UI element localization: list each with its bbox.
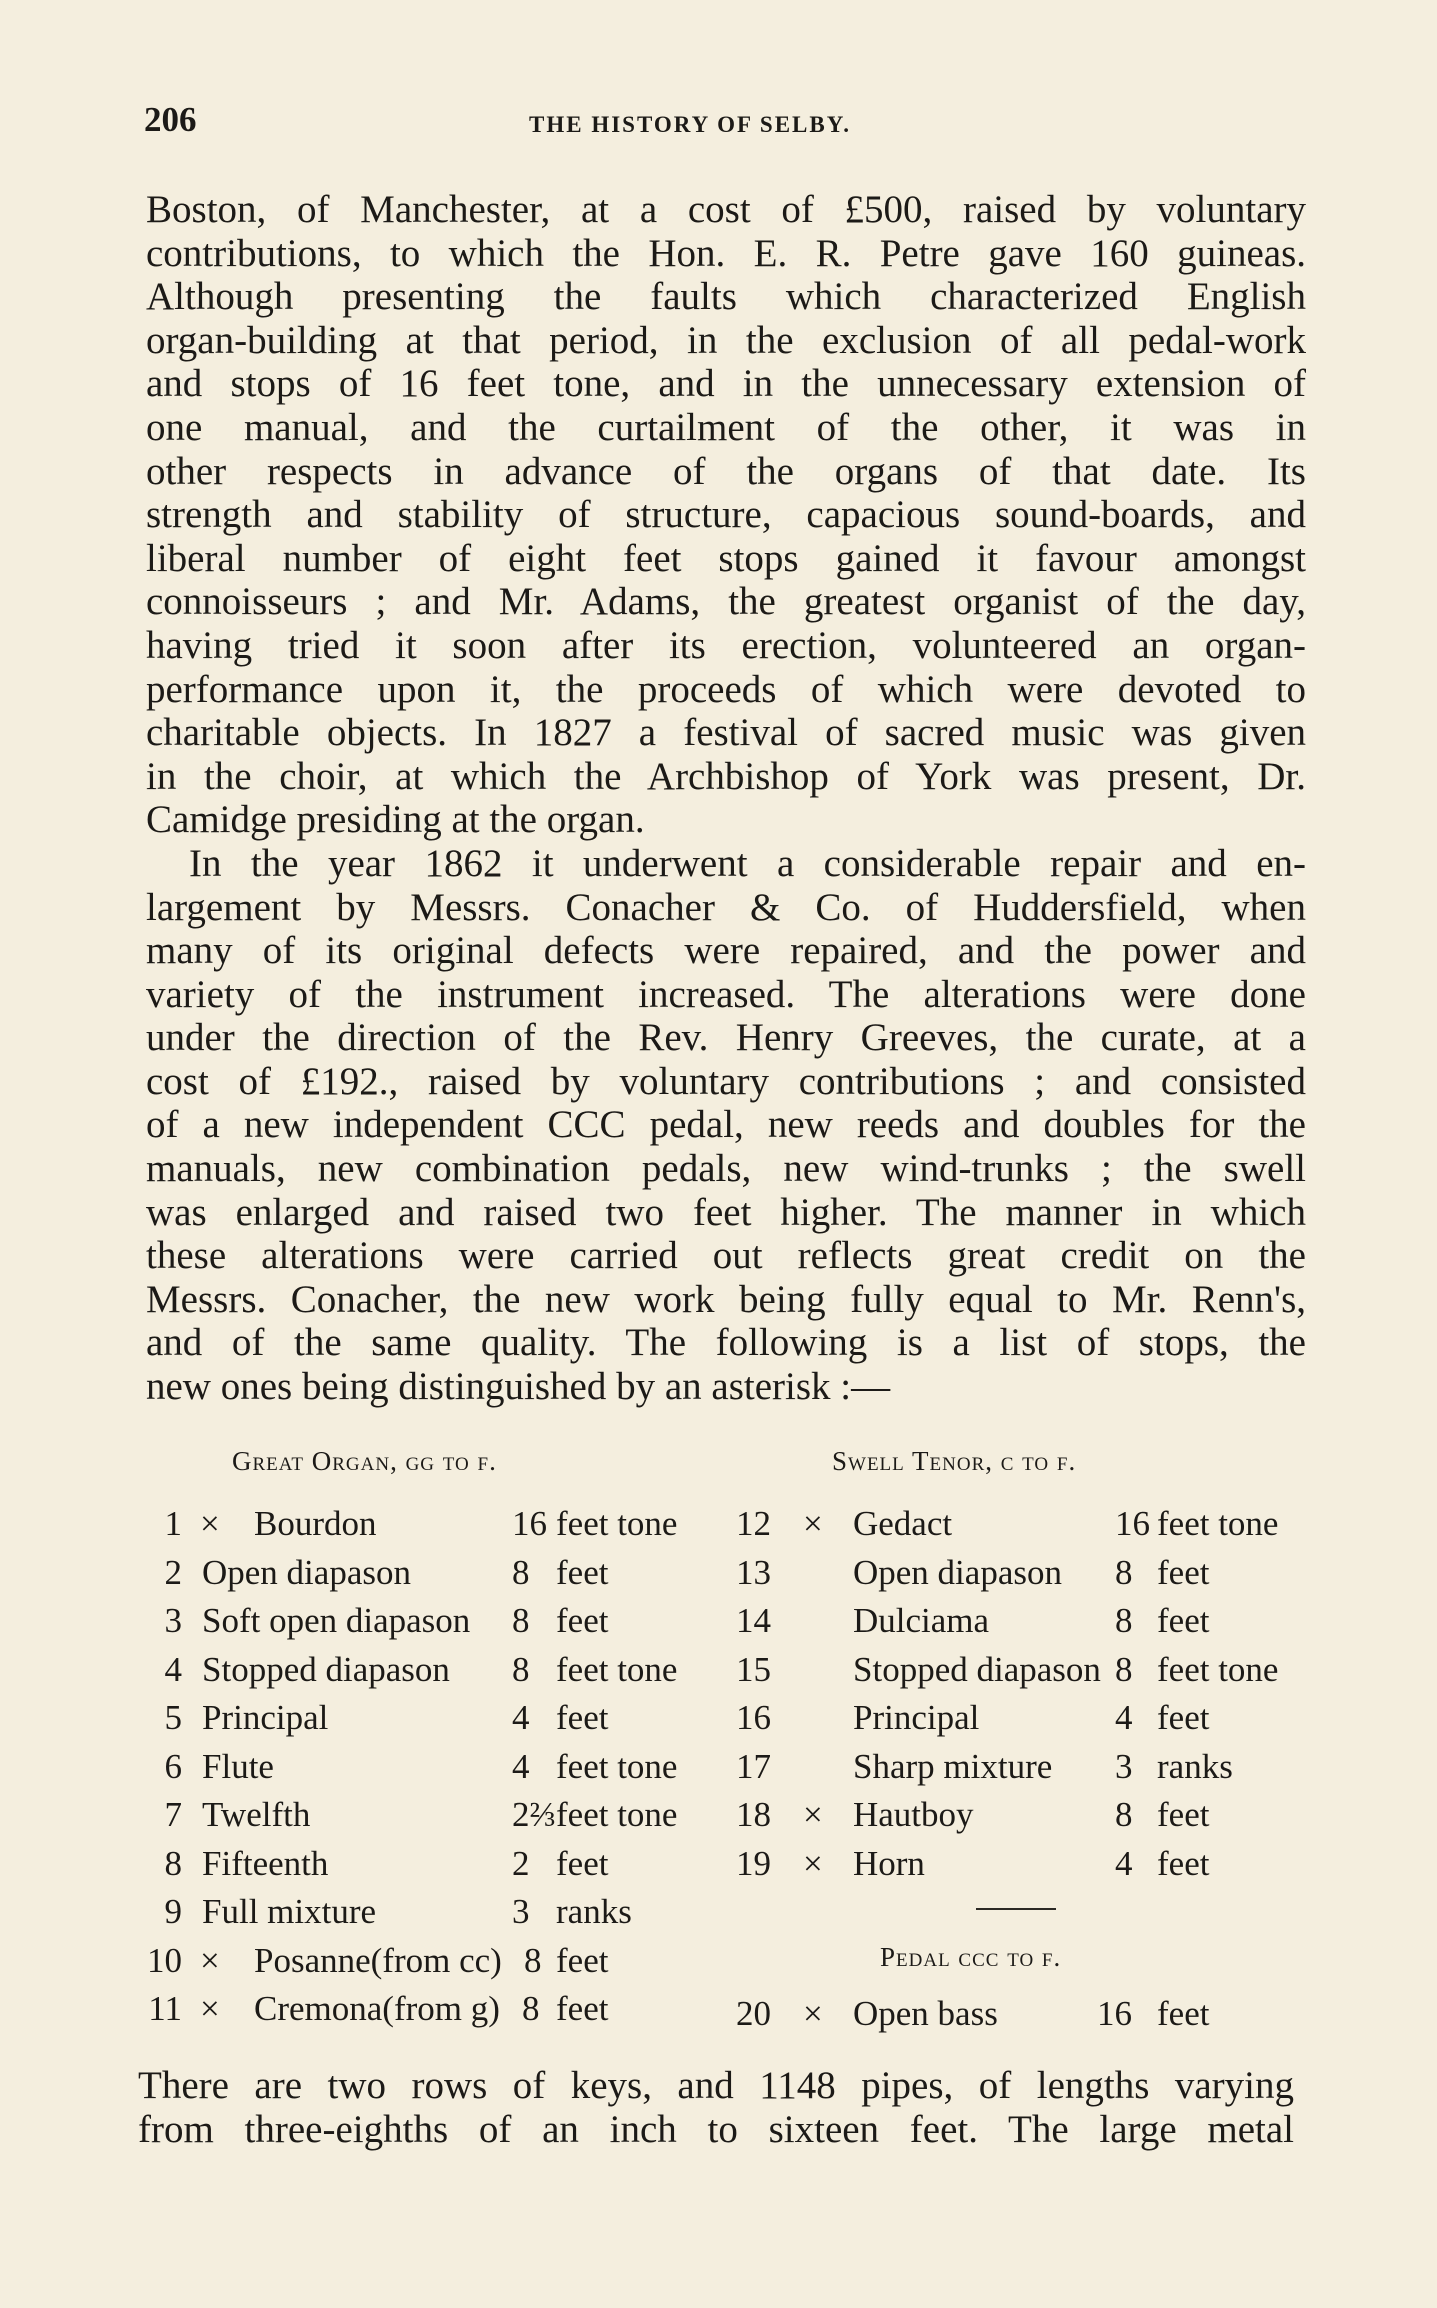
stop-row <box>142 1597 742 1645</box>
stop-name: Gedact <box>853 1504 953 1543</box>
stop-name: Hautboy <box>853 1795 974 1834</box>
text-line: and of the same quality. The following is a list of stops, the <box>146 1321 1306 1365</box>
stop-number: 10 <box>147 1940 182 1980</box>
stop-name: Open diapason <box>853 1552 1062 1592</box>
text-line: cost of £192., raised by voluntary contributions ; and consisted <box>146 1059 1306 1103</box>
new-stop-mark: × <box>803 1504 823 1543</box>
page-number: 206 <box>144 100 197 139</box>
stop-name: Soft open diapason <box>202 1601 471 1640</box>
stop-number: 3 <box>164 1601 182 1640</box>
stop-name: Dulciama <box>853 1601 990 1640</box>
text-line: connoisseurs ; and Mr. Adams, the greatest organist of the day, <box>146 580 1306 624</box>
text-line: having tried it soon after its erection, volunteered an organ- <box>146 623 1306 667</box>
stop-unit: feet <box>1157 1843 1210 1883</box>
stop-size: 8 <box>1115 1552 1133 1592</box>
text-line: There are two rows of keys, and 1148 pipes, of lengths varying <box>138 2064 1294 2107</box>
stop-size: 2 <box>512 1843 530 1883</box>
stop-row <box>142 1646 742 1694</box>
text-line: new ones being distinguished by an asterisk :— <box>146 1365 891 1409</box>
great-organ-heading: Great Organ, gg to f. <box>232 1446 497 1476</box>
stop-size: 8 <box>512 1552 530 1592</box>
stop-unit: feet tone <box>556 1504 678 1543</box>
stop-size: 16 <box>1097 1994 1132 2033</box>
stop-name: Stopped diapason <box>202 1649 450 1689</box>
stop-size: 8 <box>522 1989 540 2028</box>
text-line: contributions, to which the Hon. E. R. Petre gave 160 guineas. <box>146 231 1306 275</box>
stop-name: Open diapason <box>202 1552 411 1592</box>
text-line: and stops of 16 feet tone, and in the unnecessary extension of <box>146 362 1306 406</box>
new-stop-mark: × <box>803 1994 823 2033</box>
stop-size: 8 <box>524 1940 542 1980</box>
bottom-text <box>138 2064 1294 2151</box>
new-stop-mark: × <box>803 1795 823 1834</box>
text-line: Although presenting the faults which characterized English <box>146 275 1306 319</box>
stop-unit: feet <box>556 1552 609 1592</box>
stop-unit: feet <box>556 1989 609 2028</box>
stop-size: 8 <box>1115 1795 1133 1834</box>
stop-row <box>725 1646 1325 1694</box>
stop-row <box>142 1937 742 1985</box>
stop-row <box>142 1694 742 1742</box>
stop-name: Full mixture <box>202 1892 377 1931</box>
stop-unit: feet tone <box>556 1649 678 1689</box>
text-line: In the year 1862 it underwent a considerable repair and en- <box>189 841 1306 885</box>
section-divider <box>976 1908 1056 1910</box>
stop-row <box>142 1743 742 1791</box>
stop-number: 2 <box>164 1552 182 1592</box>
stop-unit: feet <box>556 1601 609 1640</box>
text-line: charitable objects. In 1827 a festival of sacred music was given <box>146 711 1306 755</box>
stop-unit: feet <box>1157 1698 1210 1737</box>
text-line: Camidge presiding at the organ. <box>146 798 645 842</box>
text-line: strength and stability of structure, capacious sound-boards, and <box>146 493 1306 537</box>
stop-unit: feet tone <box>1157 1649 1279 1689</box>
stop-size: 16 <box>1115 1504 1150 1543</box>
stop-number: 13 <box>736 1552 771 1592</box>
stop-unit: feet tone <box>556 1795 678 1834</box>
stop-row <box>142 1791 742 1839</box>
stop-name: Bourdon <box>254 1504 377 1543</box>
new-stop-mark: × <box>200 1940 220 1980</box>
stop-row <box>142 1500 742 1548</box>
stop-size: 8 <box>512 1649 530 1689</box>
stop-number: 12 <box>736 1504 771 1543</box>
text-line: these alterations were carried out reflects great credit on the <box>146 1234 1306 1278</box>
stop-row <box>142 1888 742 1936</box>
text-line: manuals, new combination pedals, new wind-trunks ; the swell <box>146 1147 1306 1191</box>
running-title: THE HISTORY OF SELBY. <box>529 112 851 137</box>
stop-number: 9 <box>164 1892 182 1931</box>
stop-size: 3 <box>1115 1746 1133 1786</box>
text-line: other respects in advance of the organs of that date. Its <box>146 449 1306 493</box>
stop-row <box>142 1985 742 2033</box>
stop-size: 2⅔ <box>512 1795 556 1834</box>
text-line: performance upon it, the proceeds of which were devoted to <box>146 667 1306 711</box>
text-line: of a new independent CCC pedal, new reeds and doubles for the <box>146 1103 1306 1147</box>
stop-size: 3 <box>512 1892 530 1931</box>
text-line: Messrs. Conacher, the new work being fully equal to Mr. Renn's, <box>146 1277 1306 1321</box>
text-line: largement by Messrs. Conacher & Co. of Huddersfield, when <box>146 885 1306 929</box>
stop-name: Open bass <box>853 1994 998 2033</box>
stop-unit: feet tone <box>556 1746 678 1786</box>
stop-name: Principal <box>853 1698 980 1737</box>
pedal-heading: Pedal ccc to f. <box>880 1942 1062 1972</box>
stop-number: 20 <box>736 1994 771 2033</box>
stop-unit: ranks <box>1157 1746 1233 1786</box>
text-line: was enlarged and raised two feet higher. The manner in which <box>146 1190 1306 1234</box>
stop-row <box>725 1743 1325 1791</box>
stop-unit: ranks <box>556 1892 632 1931</box>
text-line: liberal number of eight feet stops gained it favour amongst <box>146 536 1306 580</box>
stop-number: 16 <box>736 1698 771 1737</box>
stop-name: Twelfth <box>202 1795 311 1834</box>
new-stop-mark: × <box>200 1989 220 2028</box>
stop-row <box>725 1990 1325 2038</box>
stop-size: 4 <box>1115 1698 1133 1737</box>
stop-size: 8 <box>1115 1601 1133 1640</box>
stop-row <box>725 1791 1325 1839</box>
stop-unit: feet tone <box>1157 1504 1279 1543</box>
text-line: in the choir, at which the Archbishop of York was present, Dr. <box>146 754 1306 798</box>
stop-name: Principal <box>202 1698 329 1737</box>
stop-size: 8 <box>1115 1649 1133 1689</box>
text-line: variety of the instrument increased. The alterations were done <box>146 972 1306 1016</box>
stop-number: 8 <box>164 1843 182 1883</box>
stop-size: 4 <box>512 1746 530 1786</box>
stop-row <box>725 1694 1325 1742</box>
stop-size: 16 <box>512 1504 547 1543</box>
stop-number: 14 <box>736 1601 771 1640</box>
stop-row <box>725 1840 1325 1888</box>
body-text <box>146 188 1306 1409</box>
stop-row <box>725 1500 1325 1548</box>
stop-size: 8 <box>512 1601 530 1640</box>
stop-name: Fifteenth <box>202 1843 329 1883</box>
stop-number: 18 <box>736 1795 771 1834</box>
text-line: many of its original defects were repaired, and the power and <box>146 929 1306 973</box>
stop-name: Horn <box>853 1843 925 1883</box>
stop-unit: feet <box>556 1843 609 1883</box>
stop-row <box>142 1549 742 1597</box>
stop-number: 5 <box>164 1698 182 1737</box>
stop-unit: feet <box>1157 1994 1210 2033</box>
stop-name: Posanne(from cc) <box>254 1940 502 1980</box>
stop-number: 11 <box>148 1989 182 2028</box>
stop-unit: feet <box>1157 1601 1210 1640</box>
stop-name: Stopped diapason <box>853 1649 1101 1689</box>
stop-unit: feet <box>1157 1552 1210 1592</box>
stop-row <box>725 1549 1325 1597</box>
text-line: organ-building at that period, in the exclusion of all pedal-work <box>146 318 1306 362</box>
stop-row <box>725 1597 1325 1645</box>
text-line: one manual, and the curtailment of the other, it was in <box>146 405 1306 449</box>
new-stop-mark: × <box>803 1843 823 1883</box>
stop-number: 4 <box>164 1649 182 1689</box>
stop-name: Cremona(from g) <box>254 1989 500 2028</box>
stop-size: 4 <box>1115 1843 1133 1883</box>
stop-number: 1 <box>164 1504 182 1543</box>
stop-number: 17 <box>736 1746 771 1786</box>
stop-number: 19 <box>736 1843 771 1883</box>
text-line: from three-eighths of an inch to sixteen feet. The large metal <box>138 2107 1294 2151</box>
stop-unit: feet <box>1157 1795 1210 1834</box>
running-head <box>144 100 1304 150</box>
stop-name: Flute <box>202 1746 274 1786</box>
stop-number: 15 <box>736 1649 771 1689</box>
stop-size: 4 <box>512 1698 530 1737</box>
new-stop-mark: × <box>200 1504 220 1543</box>
stop-unit: feet <box>556 1940 609 1980</box>
stop-name: Sharp mixture <box>853 1746 1053 1786</box>
text-line: under the direction of the Rev. Henry Greeves, the curate, at a <box>146 1016 1306 1060</box>
stop-number: 7 <box>164 1795 182 1834</box>
text-line: Boston, of Manchester, at a cost of £500, raised by voluntary <box>146 188 1306 231</box>
stop-number: 6 <box>164 1746 182 1786</box>
stop-row <box>142 1840 742 1888</box>
stop-unit: feet <box>556 1698 609 1737</box>
swell-tenor-heading: Swell Tenor, c to f. <box>832 1446 1077 1476</box>
